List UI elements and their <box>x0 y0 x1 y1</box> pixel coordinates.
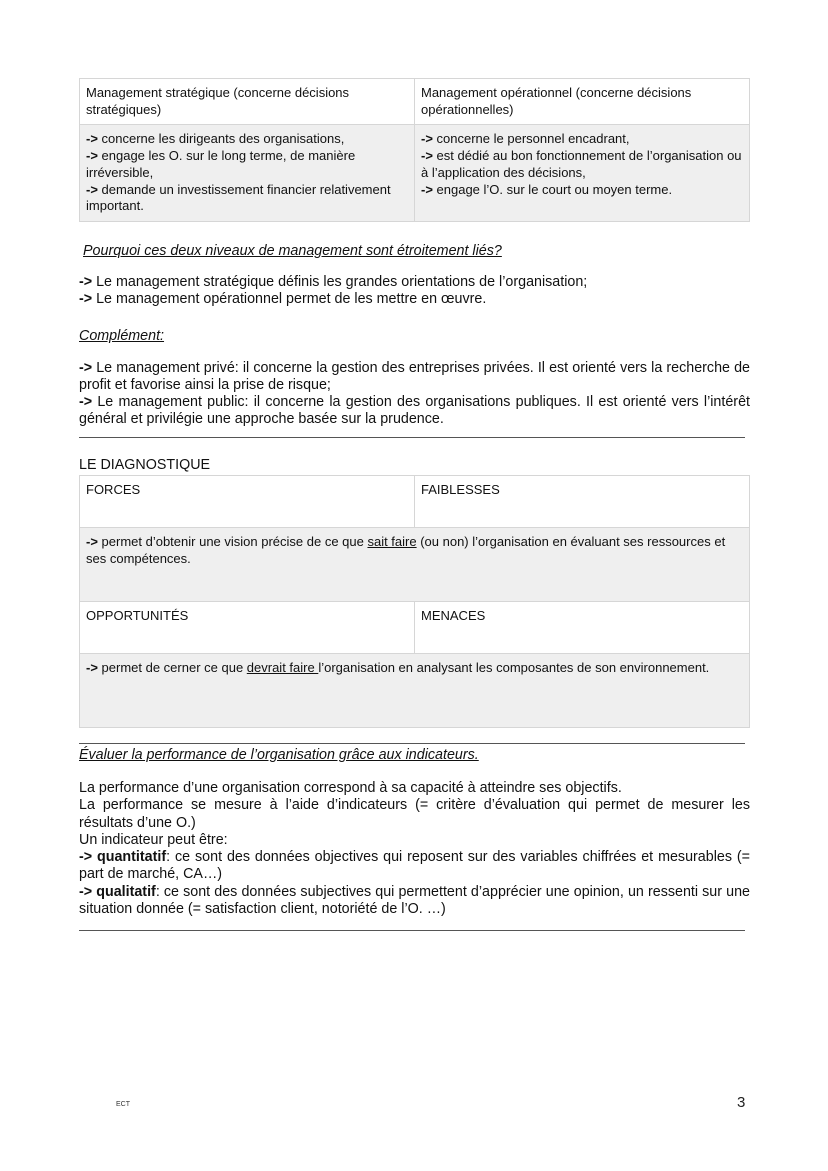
operational-management-header: Management opérationnel (concerne décisions opérationnelles) <box>415 79 750 125</box>
opportunites-label: OPPORTUNITÉS <box>80 602 415 654</box>
management-comparison-table <box>79 78 750 222</box>
list-item: -> est dédié au bon fonctionnement de l’organisation ou à l’application des décisions, <box>421 148 742 180</box>
page-number: 3 <box>737 1094 746 1111</box>
performance-heading: Évaluer la performance de l’organisation grâce aux indicateurs. <box>79 747 479 763</box>
list-item: -> Le management stratégique définis les grandes orientations de l’organisation; <box>79 273 588 290</box>
faiblesses-label: FAIBLESSES <box>415 476 750 528</box>
performance-body <box>79 780 750 918</box>
list-item: -> Le management privé: il concerne la gestion des entreprises privées. Il est orienté vers la recherche de profit et favorise ainsi la prise de risque; <box>79 359 750 393</box>
strategic-management-header: Management stratégique (concerne décisions stratégiques) <box>80 79 415 125</box>
section-divider <box>79 930 745 931</box>
list-item: -> engage l’O. sur le court ou moyen terme. <box>421 181 673 197</box>
performance-line: La performance d’une organisation correspond à sa capacité à atteindre ses objectifs. <box>79 780 622 796</box>
menaces-label: MENACES <box>415 602 750 654</box>
list-item: -> qualitatif: ce sont des données subjectives qui permettent d’apprécier une opinion, un ressenti sur une situation donnée (= satisfaction client, notoriété de l’O. …) <box>79 883 750 918</box>
list-item: -> concerne le personnel encadrant, <box>421 131 630 147</box>
footer-label: ECT <box>116 1101 130 1108</box>
document-page <box>79 78 750 931</box>
why-linked-heading: Pourquoi ces deux niveaux de management sont étroitement liés? <box>83 242 502 259</box>
list-item: -> Le management public: il concerne la gestion des organisations publiques. Il est orienté vers l’intérêt général et privilégie une approche basée sur la prudence. <box>79 394 750 428</box>
external-diagnostic-cell: -> permet de cerner ce que devrait faire l’organisation en analysant les composantes de son environnement. <box>80 654 750 728</box>
complement-body <box>79 360 750 429</box>
swot-table <box>79 475 750 728</box>
diagnostic-title: LE DIAGNOSTIQUE <box>79 456 211 473</box>
list-item: -> demande un investissement financier relativement important. <box>86 181 391 214</box>
operational-management-cell <box>415 125 750 222</box>
why-linked-body <box>79 274 750 309</box>
list-item: -> engage les O. sur le long terme, de manière irréversible, <box>86 148 356 180</box>
performance-line: La performance se mesure à l’aide d’indicateurs (= critère d’évaluation qui permet de mesurer les résultats d’une O.) <box>79 797 750 831</box>
list-item: -> Le management opérationnel permet de les mettre en œuvre. <box>79 291 487 308</box>
forces-label: FORCES <box>80 476 415 528</box>
strategic-management-cell <box>80 125 415 222</box>
performance-line: Un indicateur peut être: <box>79 831 228 848</box>
complement-heading: Complément: <box>79 327 165 344</box>
internal-diagnostic-cell: -> permet d’obtenir une vision précise de ce que sait faire (ou non) l’organisation en évaluant ses ressources et ses compétences. <box>80 528 750 602</box>
list-item: -> concerne les dirigeants des organisations, <box>86 131 345 147</box>
list-item: -> quantitatif: ce sont des données objectives qui reposent sur des variables chiffrées et mesurables (= part de marché, CA…) <box>79 849 750 883</box>
